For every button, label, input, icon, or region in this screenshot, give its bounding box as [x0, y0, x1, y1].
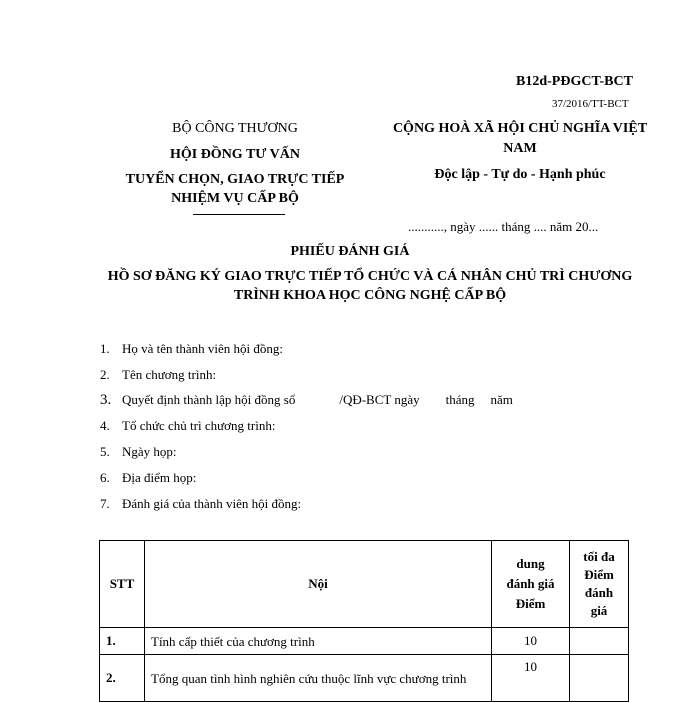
header-score	[492, 541, 570, 628]
item-text: Ngày họp:	[122, 444, 177, 459]
table-row	[100, 655, 629, 702]
council-name-line1: HỘI ĐỒNG TƯ VẤN	[169, 147, 301, 162]
table-header-row	[100, 541, 629, 628]
item-text: Đánh giá của thành viên hội đồng:	[122, 496, 302, 511]
header-max	[570, 541, 629, 628]
item-number: 2.	[100, 367, 110, 382]
list-item	[100, 392, 513, 409]
list-item	[100, 496, 301, 512]
item-number: 1.	[100, 341, 110, 356]
item-text: Họ và tên thành viên hội đồng:	[122, 341, 284, 356]
list-item	[100, 341, 283, 357]
council-name-line3: NHIỆM VỤ CẤP BỘ	[171, 191, 299, 206]
date-line: ..........., ngày ...... tháng .... năm 20...	[408, 219, 599, 234]
list-item	[100, 418, 275, 434]
item-number: 5.	[100, 444, 110, 459]
header-content: Nội	[145, 541, 492, 628]
header-score-line1: dung	[516, 556, 545, 571]
evaluation-table	[99, 540, 629, 702]
decision-number-suffix: /QĐ-BCT ngày	[339, 392, 420, 407]
item-number: 6.	[100, 470, 110, 485]
header-stt: STT	[100, 541, 145, 628]
row-content: Tính cấp thiết của chương trình	[145, 628, 492, 655]
item-text: Tên chương trình:	[122, 367, 217, 382]
form-subject-line2: TRÌNH KHOA HỌC CÔNG NGHỆ CẤP BỘ	[233, 288, 507, 303]
row-given-score[interactable]	[570, 628, 629, 655]
republic-name-line1: CỘNG HOÀ XÃ HỘI CHỦ NGHĨA VIỆT	[392, 121, 648, 136]
republic-name-line2: NAM	[503, 141, 537, 156]
decision-year-label: năm	[490, 392, 513, 407]
council-name-line2: TUYỂN CHỌN, GIAO TRỰC TIẾP	[125, 172, 345, 187]
header-max-line4: giá	[590, 603, 608, 618]
national-motto: Độc lập - Tự do - Hạnh phúc	[434, 167, 606, 182]
header-max-line1: tối đa	[583, 549, 615, 564]
header-score-line2: đánh giá	[506, 576, 555, 591]
list-item	[100, 444, 177, 460]
item-number: 3.	[100, 392, 112, 408]
item-number: 4.	[100, 418, 110, 433]
header-score-line3: Điểm	[515, 596, 546, 611]
ministry-name: BỘ CÔNG THƯƠNG	[172, 121, 298, 136]
item-text: Địa điểm họp:	[122, 470, 197, 485]
row-max-score: 10	[492, 628, 570, 655]
form-code: B12d-PĐGCT-BCT	[516, 74, 633, 89]
item-number: 7.	[100, 496, 110, 511]
decision-month-label: tháng	[445, 392, 475, 407]
list-item	[100, 367, 216, 383]
header-max-line3: đánh	[584, 585, 614, 600]
table-row	[100, 628, 629, 655]
circular-number: 37/2016/TT-BCT	[552, 98, 629, 110]
row-max-score: 10	[492, 655, 570, 702]
item-text: Tổ chức chủ trì chương trình:	[122, 418, 276, 433]
row-given-score[interactable]	[570, 655, 629, 702]
form-title: PHIẾU ĐÁNH GIÁ	[290, 244, 410, 259]
row-content: Tổng quan tình hình nghiên cứu thuộc lĩnh vực chương trình	[145, 655, 492, 702]
row-stt: 1.	[100, 628, 145, 655]
header-max-line2: Điểm	[584, 567, 614, 582]
council-underline	[193, 214, 285, 215]
row-stt: 2.	[100, 655, 145, 702]
form-subject-line1: HỒ SƠ ĐĂNG KÝ GIAO TRỰC TIẾP TỔ CHỨC VÀ CÁ NHÂN CHỦ TRÌ CHƯƠNG	[107, 269, 633, 284]
list-item	[100, 470, 196, 486]
item-text: Quyết định thành lập hội đồng số	[122, 392, 296, 407]
